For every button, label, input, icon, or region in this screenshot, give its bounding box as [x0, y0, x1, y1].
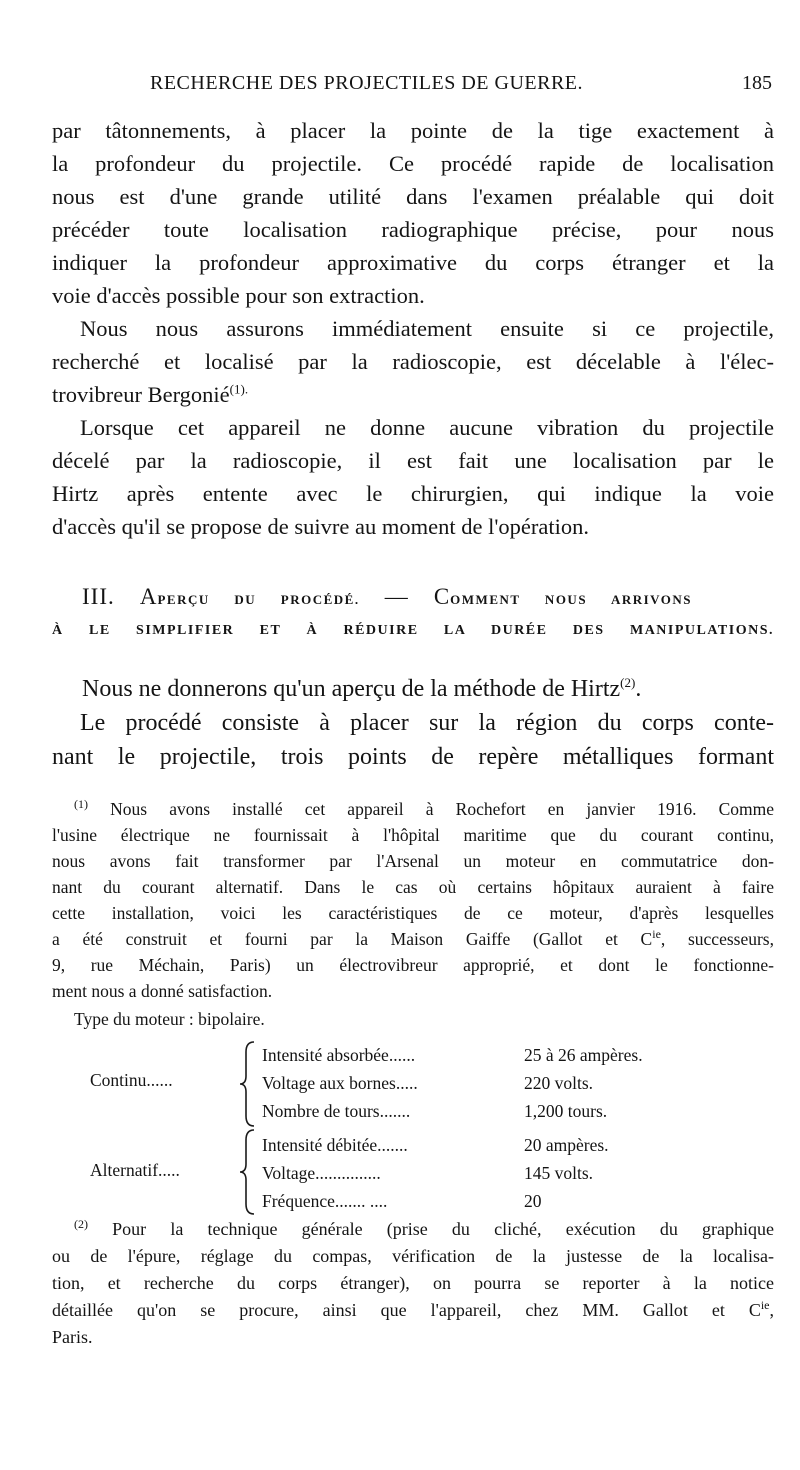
footnote-line: l'usine électrique ne fournissait à l'hôpital maritime que du courant continu, [52, 825, 774, 845]
body-line: indiquer la profondeur approximative du corps étranger et la [52, 250, 774, 275]
brace-icon [238, 1040, 258, 1128]
alternatif-label: Alternatif..... [90, 1160, 180, 1180]
footnote-line: Type du moteur : bipolaire. [74, 1009, 265, 1029]
section-heading: III. APERÇU DU PROCÉDÉ. — COMMENT NOUS ARRIVONS [82, 584, 693, 609]
body-line: recherché et localisé par la radioscopie, est décelable à l'élec- [52, 349, 774, 374]
body-line: d'accès qu'il se propose de suivre au moment de l'opération. [52, 514, 590, 539]
footnote-line: 9, rue Méchain, Paris) un électrovibreur approprié, et dont le fonctionne- [52, 955, 774, 975]
body-line: précéder toute localisation radiographique précise, pour nous [52, 217, 774, 242]
body-line [52, 380, 774, 410]
body-line: Lorsque cet appareil ne donne aucune vibration du projectile [80, 415, 774, 440]
body-line: nant le projectile, trois points de repère métalliques formant [52, 744, 774, 770]
footnote-line: tion, et recherche du corps étranger), on pourra se reporter à la notice [52, 1273, 774, 1293]
running-head [52, 72, 772, 102]
footnote-line: nous avons fait transformer par l'Arsenal un moteur en commutatrice don- [52, 851, 774, 871]
footnote-mark: (2) [74, 1217, 88, 1231]
footnote-reference: (1). [229, 381, 249, 397]
body-line: par tâtonnements, à placer la pointe de la tige exactement à [52, 118, 774, 143]
continu-label: Continu...... [90, 1070, 173, 1090]
footnote-line: cette installation, voici les caractéristiques de ce moteur, d'après lesquelles [52, 903, 774, 923]
body-line: décelé par la radioscopie, il est fait une localisation par le [52, 448, 774, 473]
footnote-mark: (1) [74, 797, 88, 812]
section-heading-line2: À LE SIMPLIFIER ET À RÉDUIRE LA DURÉE DES MANIPULATIONS. [52, 623, 774, 638]
footnote-line: Paris. [52, 1327, 93, 1347]
footnote-line: détaillée qu'on se procure, ainsi que l'appareil, chez MM. Gallot et C$^{ie}$, [52, 1298, 774, 1320]
footnote-line: $^{(1)}$ Nous avons installé cet appareil à Rochefort en janvier 1916. Comme [74, 797, 774, 819]
body-line: la profondeur du projectile. Ce procédé rapide de localisation [52, 151, 774, 176]
body-line: Nous ne donnerons qu'un aperçu de la méthode de Hirtz$^{(2)}$. [82, 675, 642, 702]
body-line: Nous nous assurons immédiatement ensuite si ce projectile, [80, 316, 774, 341]
body-text: trovibreur Bergonié [52, 382, 230, 407]
footnote-line: nant du courant alternatif. Dans le cas où certains hôpitaux auraient à faire [52, 877, 774, 897]
footnote-line: a été construit et fourni par la Maison Gaiffe (Gallot et C$^{ie}$, successeurs, [52, 927, 774, 949]
body-line: voie d'accès possible pour son extraction. [52, 283, 425, 308]
body-line: nous est d'une grande utilité dans l'examen préalable qui doit [52, 184, 774, 209]
footnote-reference: (2) [620, 675, 636, 690]
body-line: Hirtz après entente avec le chirurgien, qui indique la voie [52, 481, 774, 506]
page-number: 185 [742, 72, 772, 94]
brace-icon [238, 1128, 258, 1216]
footnote-line: ment nous a donné satisfaction. [52, 981, 273, 1001]
running-title: RECHERCHE DES PROJECTILES DE GUERRE. [150, 72, 584, 94]
footnote-line: ou de l'épure, réglage du compas, vérification de la justesse de la localisa- [52, 1246, 774, 1266]
book-page: RECHERCHE DES PROJECTILES DE GUERRE. 185 par tâtonnements, à placer la pointe de la tige exactement à la profondeur du projectile. Ce procédé rapide de localisation nous est d'une grande utilité dans l'examen préalable qui doit précéder toute localisation radiographique précise, pour nous indiquer la profondeur approximative du corps étranger et la voie d'accès possible pour son extraction. Nous nous assurons immédiatement ensuite si ce projectile, recherché et localisé par la radioscopie, est décelable à l'élec- trovibreur Bergonié$^{(1).}$ Lorsque cet appareil ne donne aucune vibration du projectile décelé par la radioscopie, il est fait une localisation par le Hirtz après entente avec le chirurgien, qui indique la voie d'accès qu'il se propose de suivre au moment de l'opération. III. APERÇU DU PROCÉDÉ. — COMMENT NOUS ARRIVONS À LE SIMPLIFIER ET À RÉDUIRE LA DURÉE DES MANIPULATIONS. Nous ne donnerons qu'un aperçu de la méthode de Hirtz$^{(2)}$. Le procédé consiste à placer sur la région du corps conte- nant le projectile, trois points de repère métalliques formant $^{(1)}$ Nous avons installé cet appareil à Rochefort en janvier 1916. Comme l'usine électrique ne fournissait à l'hôpital maritime que du courant continu, nous avons fait transformer par l'Arsenal un moteur en commutatrice don- nant du courant alternatif. Dans le cas où certains hôpitaux auraient à faire cette installation, voici les caractéristiques de ce moteur, d'après lesquelles a été construit et fourni par la Maison Gaiffe (Gallot et C$^{ie}$, successeurs, 9, rue Méchain, Paris) un électrovibreur approprié, et dont le fonctionne- ment nous a donné satisfaction. Type du moteur : bipolaire. Continu...... Intensité absorbée...... 25 à 26 ampères. Voltage aux bornes..... 220 volts. Nombre de tours....... 1,200 tours. Alternatif..... Intensité débitée....... 20 ampères. Voltage............... 145 volts. Fréquence....... .... 20 $^{(2)}$ Pour la technique générale (prise du cliché, exécution du graphique ou de l'épure, réglage du compas, vérification de la justesse de la localisa- tion, et recherche du corps étranger), on pourra se reporter à la notice détaillée qu'on se procure, ainsi que l'appareil, chez MM. Gallot et C$^{ie}$, Paris. [0, 0, 800, 1470]
body-line: Le procédé consiste à placer sur la région du corps conte- [80, 710, 774, 736]
section-number: III. [82, 584, 115, 609]
footnote-line: $^{(2)}$ Pour la technique générale (prise du cliché, exécution du graphique [74, 1217, 774, 1239]
